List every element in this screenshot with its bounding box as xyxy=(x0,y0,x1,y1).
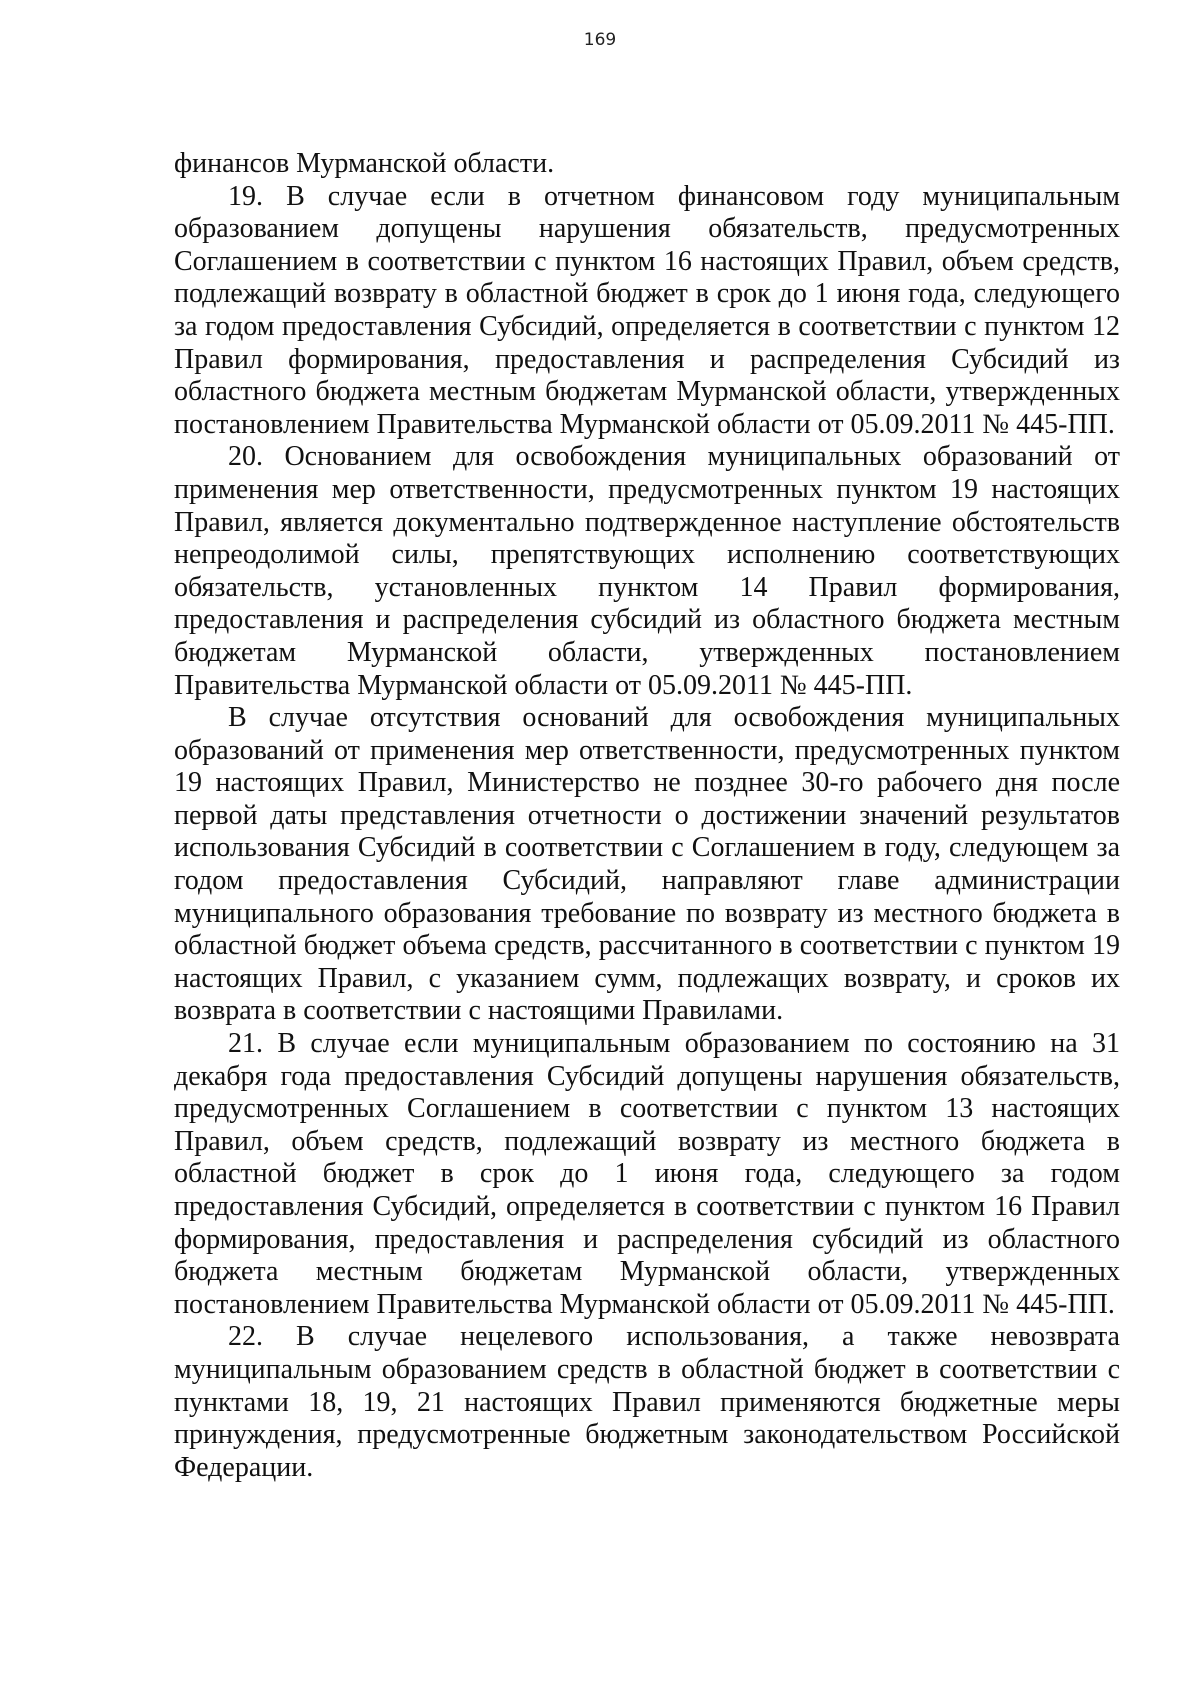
paragraph-item-21: 21. В случае если муниципальным образованием по состоянию на 31 декабря года предоставления Субсидий допущены нарушения обязательств, предусмотренных Соглашением в соответствии с пунктом 13 настоящих Правил, объем средств, подлежащий возврату из местного бюджета в областной бюджет в срок до 1 июня года, следующего за годом предоставления Субсидий, определяется в соответствии с пунктом 16 Правил формирования, предоставления и распределения субсидий из областного бюджета местным бюджетам Мурманской области, утвержденных постановлением Правительства Мурманской области от 05.09.2011 № 445-ПП. xyxy=(174,1028,1120,1320)
document-body xyxy=(174,148,1120,1484)
page-number: 169 xyxy=(583,30,617,50)
paragraph-item-20: 20. Основанием для освобождения муниципальных образований от применения мер ответственности, предусмотренных пунктом 19 настоящих Правил, является документально подтвержденное наступление обстоятельств непреодолимой силы, препятствующих исполнению соответствующих обязательств, установленных пунктом 14 Правил формирования, предоставления и распределения субсидий из областного бюджета местным бюджетам Мурманской области, утвержденных постановлением Правительства Мурманской области от 05.09.2011 № 445-ПП. xyxy=(174,441,1120,701)
paragraph-item-20-continued: В случае отсутствия оснований для освобождения муниципальных образований от применения мер ответственности, предусмотренных пунктом 19 настоящих Правил, Министерство не позднее 30-го рабочего дня после первой даты представления отчетности о достижении значений результатов использования Субсидий в соответствии с Соглашением в году, следующем за годом предоставления Субсидий, направляют главе администрации муниципального образования требование по возврату из местного бюджета в областной бюджет объема средств, рассчитанного в соответствии с пунктом 19 настоящих Правил, с указанием сумм, подлежащих возврату, и сроков их возврата в соответствии с настоящими Правилами. xyxy=(174,702,1120,1027)
paragraph-item-22: 22. В случае нецелевого использования, а также невозврата муниципальным образованием средств в областной бюджет в соответствии с пунктами 18, 19, 21 настоящих Правил применяются бюджетные меры принуждения, предусмотренные бюджетным законодательством Российской Федерации. xyxy=(174,1321,1120,1483)
paragraph-item-19: 19. В случае если в отчетном финансовом году муниципальным образованием допущены нарушения обязательств, предусмотренных Соглашением в соответствии с пунктом 16 настоящих Правил, объем средств, подлежащий возврату в областной бюджет в срок до 1 июня года, следующего за годом предоставления Субсидий, определяется в соответствии с пунктом 12 Правил формирования, предоставления и распределения Субсидий из областного бюджета местным бюджетам Мурманской области, утвержденных постановлением Правительства Мурманской области от 05.09.2011 № 445-ПП. xyxy=(174,180,1120,440)
paragraph-continuation: финансов Мурманской области. xyxy=(174,148,555,179)
